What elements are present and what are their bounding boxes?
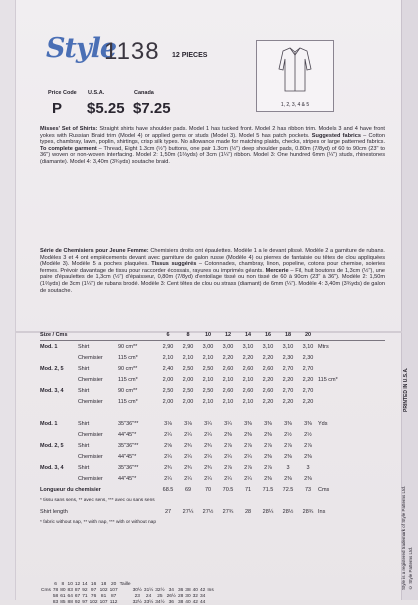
complete-en-heading: To complete garment <box>40 145 97 152</box>
unit-cell <box>318 462 385 473</box>
value-cell: 2,60 <box>262 387 274 394</box>
cms-value: 97 <box>82 599 88 605</box>
length-cm-row <box>40 484 385 495</box>
value-cell: 3,10 <box>282 343 294 350</box>
model-cell: Mod. 3, 4 <box>40 387 64 394</box>
width-cell: 35"36"** <box>118 464 139 471</box>
fabric-cell: Chemisier <box>78 398 103 405</box>
value-cell: 2,10 <box>242 376 254 383</box>
canada-label: Canada <box>134 90 154 96</box>
value-cell: 2¼ <box>184 431 192 438</box>
desc-fr-heading: Série de Chemisiers pour Jeune Femme: <box>40 248 149 254</box>
ins-value: 38 <box>177 599 184 605</box>
ins-value: 42 <box>199 587 206 593</box>
value-cell: 2⅞ <box>304 442 312 449</box>
size-label: Size / Cms <box>40 329 158 341</box>
size-header: 10 <box>198 329 218 341</box>
width-cell: 44"45"* <box>118 453 137 460</box>
value-cell: 2⅞ <box>284 442 292 449</box>
length-cm-value: 70 <box>204 486 212 493</box>
length-cm-label: Longueur du chemisier <box>40 486 101 493</box>
value-cell: 2¼ <box>244 475 252 482</box>
ins-value: 31½ <box>143 587 154 593</box>
cms-value: 67 <box>74 593 81 599</box>
body-size: 6 <box>54 581 57 587</box>
body-size: 20 <box>110 581 117 587</box>
value-cell: 2½ <box>284 431 292 438</box>
value-cell: 2¼ <box>184 475 192 482</box>
ins-value: 32 <box>192 593 198 599</box>
value-cell: 2,20 <box>222 354 234 361</box>
body-size: 8 <box>61 581 65 587</box>
value-cell: 2,50 <box>162 387 174 394</box>
value-cell: 3,00 <box>222 343 234 350</box>
cms-value: 85 <box>60 599 66 605</box>
value-cell: 3⅜ <box>264 420 272 427</box>
value-cell: 3⅜ <box>304 420 312 427</box>
fabric-cell: Chemisier <box>78 475 103 482</box>
value-cell: 2⅜ <box>284 475 292 482</box>
ins-value: 44 <box>199 599 206 605</box>
unit-cell: 115 cm* <box>318 376 338 383</box>
value-cell: 2,30 <box>282 354 294 361</box>
body-size: 14 <box>82 581 88 587</box>
value-cell: 2,10 <box>222 398 234 405</box>
fabrics-en-heading: Suggested fabrics <box>311 132 361 139</box>
metric-row <box>40 396 385 407</box>
unit-cell <box>318 429 385 440</box>
length-cm-unit: Cms <box>318 486 330 493</box>
value-cell: 2¼ <box>164 431 172 438</box>
value-cell: 2⅞ <box>224 464 232 471</box>
cms-value: 71 <box>82 593 88 599</box>
body-row <box>40 599 215 605</box>
value-cell: 2,60 <box>222 387 234 394</box>
model-cell <box>40 374 78 385</box>
model-cell <box>40 429 78 440</box>
desc-en-heading: Misses' Set of Shirts: <box>40 126 98 132</box>
value-cell: 2⅜ <box>244 431 252 438</box>
unit-cell <box>318 451 385 462</box>
price-code-label: Price Code <box>48 90 77 96</box>
value-cell: 2¾ <box>184 464 192 471</box>
value-cell: 2,10 <box>162 354 174 361</box>
complete-fr-body: – Fil, huit boutons de 1,3cm (½"), une paire d'épaulettes de 1,3cm (½") d'épaisseur, 0,80m (7/8yd) d'entoilage tissé ou non tissé de 60 à 90cm (23" à 36"). Modèle 2: 1,50m (1⅔yds) de 3cm (1¼") de rubans brodé. Modèle 3: Cent têtes de clou ou strass (diamant) de 6mm (¼"). Modèle 4: 3,40m (3¾yds) de galon de soutache. <box>40 267 385 294</box>
unit-cell <box>318 396 385 407</box>
value-cell: 2¾ <box>204 464 212 471</box>
model-cell: Mod. 1 <box>40 343 58 350</box>
ins-value: 36 <box>168 599 174 605</box>
width-cell: 44"45"* <box>118 475 137 482</box>
value-cell: 2¼ <box>224 453 232 460</box>
width-cell: 115 cm* <box>118 354 138 361</box>
cms-label <box>40 599 52 605</box>
ins-value: 40 <box>185 599 191 605</box>
unit-cell: Mtrs <box>318 343 329 350</box>
value-cell: 3⅛ <box>164 420 172 427</box>
value-cell: 3,10 <box>242 343 254 350</box>
value-cell: 2,00 <box>182 376 194 383</box>
value-cell: 2⅜ <box>304 453 312 460</box>
value-cell: 2⅞ <box>264 464 272 471</box>
value-cell: 3,10 <box>302 343 314 350</box>
value-cell: 2½ <box>304 431 312 438</box>
model-cell <box>40 396 78 407</box>
value-cell: 3 <box>306 464 310 471</box>
note-fr-row <box>40 495 385 506</box>
value-cell: 2,00 <box>162 398 174 405</box>
ins-value: 26½ <box>166 593 176 599</box>
cms-value: 76 <box>90 593 97 599</box>
ins-value: 30 <box>185 593 191 599</box>
fabrics-fr-heading: Tissus suggérés <box>151 261 197 268</box>
value-cell: 2,50 <box>202 365 214 372</box>
value-cell: 3⅜ <box>244 420 252 427</box>
value-cell: 2¾ <box>204 442 212 449</box>
value-cell: 2,70 <box>302 365 314 372</box>
value-cell: 2,20 <box>262 354 274 361</box>
cms-value: 87 <box>110 593 117 599</box>
value-cell: 2¼ <box>224 475 232 482</box>
body-size: 10 <box>67 581 73 587</box>
value-cell: 2,00 <box>182 398 194 405</box>
model-cell <box>40 473 78 484</box>
complete-en-body: – Thread, Eight 1.3cm (½") buttons, one pair 1.3cm (½") deep shoulder pads, 0.80m (7/8yd) of 60 to 90cm (23" to 36") woven or non-woven interfacing. Model 2: 1,50m (1⅔yds) of 3cm (1¼") ribbon. Model 3: One hundred 6mm (¼") studs, rhinestones (diamante). Model 4: 3,40m (3¾yds) soutache braid. <box>40 145 385 165</box>
value-cell: 3¼ <box>224 420 232 427</box>
length-in-row <box>40 506 385 517</box>
value-cell: 2,70 <box>302 387 314 394</box>
value-cell: 2,00 <box>162 376 174 383</box>
ins-value: 34 <box>199 593 206 599</box>
length-in-value: 27½ <box>202 508 214 515</box>
value-cell: 2⅞ <box>244 442 252 449</box>
value-cell: 2⅜ <box>264 431 272 438</box>
width-cell: 90 cm** <box>118 365 138 372</box>
unit-cell <box>318 329 385 341</box>
table-header <box>40 329 385 341</box>
cms-value: 107 <box>109 587 118 593</box>
imperial-row <box>40 451 385 462</box>
body-measurements-table <box>40 581 215 605</box>
trademark-note: Style is a registered trademark of Style Patterns Ltd. <box>401 485 406 590</box>
fabric-cell: Chemisier <box>78 453 103 460</box>
ins-label <box>206 599 214 605</box>
length-cm-value: 68.5 <box>162 486 174 493</box>
unit-cell <box>318 385 385 396</box>
cms-value: 83 <box>67 587 73 593</box>
ins-value: 32½ <box>132 599 142 605</box>
width-cell: 44"45"* <box>118 431 137 438</box>
value-cell: 2,70 <box>282 365 294 372</box>
unit-cell <box>318 352 385 363</box>
separator-row <box>40 407 385 418</box>
length-in-value: 27¾ <box>222 508 234 515</box>
value-cell: 2¼ <box>204 475 212 482</box>
value-cell: 3,10 <box>262 343 274 350</box>
ins-value: 34½ <box>155 599 165 605</box>
imperial-row <box>40 440 385 451</box>
cms-label: Cms <box>41 587 51 593</box>
value-cell: 2,10 <box>202 376 214 383</box>
unit-cell <box>318 363 385 374</box>
fabric-cell: Chemisier <box>78 354 103 361</box>
length-in-value: 27 <box>164 508 172 515</box>
value-cell: 2,90 <box>182 343 194 350</box>
body-size: 16 <box>90 581 97 587</box>
body-size: 12 <box>74 581 81 587</box>
fabric-cell: Shirt <box>78 464 90 471</box>
value-cell: 3¼ <box>204 420 212 427</box>
model-cell: Mod. 1 <box>40 420 58 427</box>
value-cell: 2,10 <box>222 376 234 383</box>
left-border-strip <box>0 0 16 600</box>
metric-row <box>40 363 385 374</box>
value-cell: 2¼ <box>184 453 192 460</box>
fabric-cell: Chemisier <box>78 376 103 383</box>
cms-value: 107 <box>99 599 108 605</box>
value-cell: 2⅞ <box>244 464 252 471</box>
value-cell: 2⅞ <box>224 442 232 449</box>
length-in-value: 27¼ <box>182 508 194 515</box>
complete-fr-heading: Mercerie <box>265 267 289 274</box>
value-cell: 2,20 <box>282 398 294 405</box>
cms-value: 80 <box>60 587 66 593</box>
metric-row <box>40 341 385 353</box>
metric-row <box>40 385 385 396</box>
model-cell: Mod. 2, 5 <box>40 442 64 449</box>
cms-value: 92 <box>82 587 88 593</box>
model-cell: Mod. 2, 5 <box>40 365 64 372</box>
cms-value: 112 <box>109 599 118 605</box>
body-size: 18 <box>100 581 107 587</box>
width-cell: 35"36"** <box>118 420 139 427</box>
value-cell: 2,20 <box>262 376 274 383</box>
size-header: 6 <box>158 329 178 341</box>
ins-value: 24 <box>145 593 152 599</box>
value-cell: 2⅜ <box>264 453 272 460</box>
model-cell: Mod. 3, 4 <box>40 464 64 471</box>
length-in-value: 28¼ <box>262 508 274 515</box>
value-cell: 2⅜ <box>304 475 312 482</box>
cms-value: 81 <box>100 593 107 599</box>
value-cell: 2,20 <box>302 398 314 405</box>
size-header: 14 <box>238 329 258 341</box>
length-cm-value: 71 <box>244 486 252 493</box>
printed-in-usa: PRINTED IN U.S.A. <box>403 367 409 412</box>
imperial-row <box>40 462 385 473</box>
fabric-cell: Shirt <box>78 442 90 449</box>
value-cell: 2⅜ <box>284 453 292 460</box>
pieces-count: 12 PIECES <box>172 52 208 59</box>
length-in-value: 28 <box>244 508 252 515</box>
value-cell: 2¼ <box>204 431 212 438</box>
value-cell: 2,10 <box>242 398 254 405</box>
width-cell: 115 cm* <box>118 398 138 405</box>
length-cm-value: 71.5 <box>262 486 274 493</box>
description-french <box>40 248 385 294</box>
fabric-cell: Shirt <box>78 387 90 394</box>
size-header: 8 <box>178 329 198 341</box>
canada-price: $7.25 <box>133 100 171 117</box>
fabrics-en-body: – Cotton types, chambray, lawn, poplin, shirtings, crisp silk types. No allowance made for matching plaids, checks, stripes or large patterned fabrics. <box>40 132 385 146</box>
cms-value: 92 <box>74 599 81 605</box>
length-in-value: 28¾ <box>302 508 314 515</box>
copyright-note: © Style Patterns Ltd. <box>408 546 413 590</box>
value-cell: 2,40 <box>162 365 174 372</box>
value-cell: 2¼ <box>164 453 172 460</box>
usa-label: U.S.A. <box>88 90 105 96</box>
value-cell: 2¼ <box>204 453 212 460</box>
fabrics-fr-body: – Cotonnades, chambray, linon, popeline, cotons pour chemise, soieries fermes. Prévoir davantage de tissu pour raccorder écossais, rayures ou imprimés géants. <box>40 261 386 274</box>
ins-value: 40 <box>192 587 198 593</box>
imperial-row <box>40 473 385 484</box>
unit-cell <box>318 440 385 451</box>
imperial-row <box>40 429 385 440</box>
spacer <box>40 407 385 418</box>
length-in-label: Shirt length <box>40 508 68 515</box>
size-header: 18 <box>278 329 298 341</box>
length-cm-value: 69 <box>184 486 192 493</box>
value-cell: 2,60 <box>242 365 254 372</box>
value-cell: 2⅝ <box>164 442 172 449</box>
fabric-cell: Shirt <box>78 420 90 427</box>
note-en: * fabric without nap, ** with nap, *** with or without nap <box>40 520 156 525</box>
ins-value: 25 <box>157 593 163 599</box>
ins-value: 34 <box>168 587 174 593</box>
value-cell: 2,70 <box>282 387 294 394</box>
length-in-value: 28½ <box>282 508 294 515</box>
ins-value: 30½ <box>132 587 142 593</box>
cms-value: 97 <box>90 587 97 593</box>
value-cell: 2⅞ <box>264 442 272 449</box>
usa-price: $5.25 <box>87 100 125 117</box>
cms-value: 83 <box>52 599 59 605</box>
width-cell: 35"36"** <box>118 442 139 449</box>
size-header: 16 <box>258 329 278 341</box>
value-cell: 2,60 <box>262 365 274 372</box>
fabric-cell: Shirt <box>78 343 90 350</box>
pattern-number: 1138 <box>104 38 160 65</box>
length-cm-value: 72.5 <box>282 486 294 493</box>
length-cm-value: 73 <box>304 486 312 493</box>
description-english <box>40 126 385 166</box>
value-cell: 2,10 <box>202 354 214 361</box>
gap <box>119 599 132 605</box>
cms-value: 102 <box>99 587 108 593</box>
value-cell: 2,60 <box>242 387 254 394</box>
value-cell: 2¼ <box>244 453 252 460</box>
value-cell: 2,20 <box>282 376 294 383</box>
fabric-cell: Chemisier <box>78 431 103 438</box>
ins-value: 36 <box>177 587 184 593</box>
price-code: P <box>52 100 63 117</box>
garment-thumbnail <box>256 40 334 112</box>
value-cell: 2⅜ <box>264 475 272 482</box>
value-cell: 2¼ <box>164 475 172 482</box>
ins-label: Ins <box>207 587 214 593</box>
length-cm-value: 70.5 <box>222 486 234 493</box>
cms-value: 88 <box>67 599 73 605</box>
cms-value: 102 <box>89 599 98 605</box>
brand-logo: Style <box>46 33 117 64</box>
metric-row <box>40 352 385 363</box>
model-cell <box>40 451 78 462</box>
unit-cell: Yds <box>318 420 328 427</box>
value-cell: 2¾ <box>164 464 172 471</box>
ins-value: 33½ <box>143 599 154 605</box>
width-cell: 90 cm** <box>118 343 138 350</box>
value-cell: 2,20 <box>262 398 274 405</box>
value-cell: 2,20 <box>302 376 314 383</box>
value-cell: 2,50 <box>182 387 194 394</box>
value-cell: 2,50 <box>202 387 214 394</box>
ins-value: 38 <box>185 587 191 593</box>
value-cell: 2,30 <box>302 354 314 361</box>
ins-value: 32½ <box>155 587 165 593</box>
value-cell: 2⅜ <box>224 431 232 438</box>
cms-value: 78 <box>52 587 59 593</box>
width-cell: 115 cm* <box>118 376 138 383</box>
model-cell <box>40 352 78 363</box>
thumbnail-caption: 1, 2, 3, 4 & 5 <box>280 102 310 108</box>
length-in-unit: Ins <box>318 508 326 515</box>
value-cell: 2,60 <box>222 365 234 372</box>
note-fr: * tissu sans sens, ** avec sens, *** avec ou sans sens <box>40 498 155 503</box>
ins-value: 23 <box>134 593 140 599</box>
imperial-row <box>40 418 385 429</box>
value-cell: 3 <box>286 464 290 471</box>
yardage-table <box>40 329 385 528</box>
cms-value: 58 <box>52 593 59 599</box>
size-header: 12 <box>218 329 238 341</box>
body-size: Taille <box>119 581 131 587</box>
ins-value: 28 <box>177 593 184 599</box>
value-cell: 2,20 <box>242 354 254 361</box>
value-cell: 2,10 <box>182 354 194 361</box>
value-cell: 2,90 <box>162 343 174 350</box>
value-cell: 3⅜ <box>284 420 292 427</box>
value-cell: 2¾ <box>184 442 192 449</box>
width-cell: 90 cm** <box>118 387 138 394</box>
metric-row <box>40 374 385 385</box>
shirt-sketch-icon <box>257 41 333 101</box>
value-cell: 2,10 <box>202 398 214 405</box>
value-cell: 3⅛ <box>184 420 192 427</box>
unit-cell <box>318 473 385 484</box>
cms-value: 87 <box>74 587 81 593</box>
cms-value: 61 <box>60 593 66 599</box>
note-en-row <box>40 517 385 528</box>
value-cell: 2,50 <box>182 365 194 372</box>
value-cell: 3,00 <box>202 343 214 350</box>
size-header: 20 <box>298 329 318 341</box>
cms-value: 64 <box>67 593 73 599</box>
desc-en-body: Straight shirts have shoulder pads. Model 1 has tucked front. Model 2 has ribbon trim. Models 3 and 4 have front yokes with Russian Braid trim (Model 4) or applied gems or studs (Model 3). Model 5 has patch pockets. <box>40 126 385 139</box>
ins-value: 42 <box>192 599 198 605</box>
fabric-cell: Shirt <box>78 365 90 372</box>
desc-fr-body: Chemisiers droits ont épaulettes. Modèle 1 a le devant plissé. Modèle 2 a garniture de rubans. Modèles 3 et 4 ont empiècements devant avec garniture de galon russe (Modèle 4) ou pierres de fantaisie ou têtes de clou appliquées (Modèle 3). Modèle 5 a poches plaquées. <box>40 248 385 268</box>
